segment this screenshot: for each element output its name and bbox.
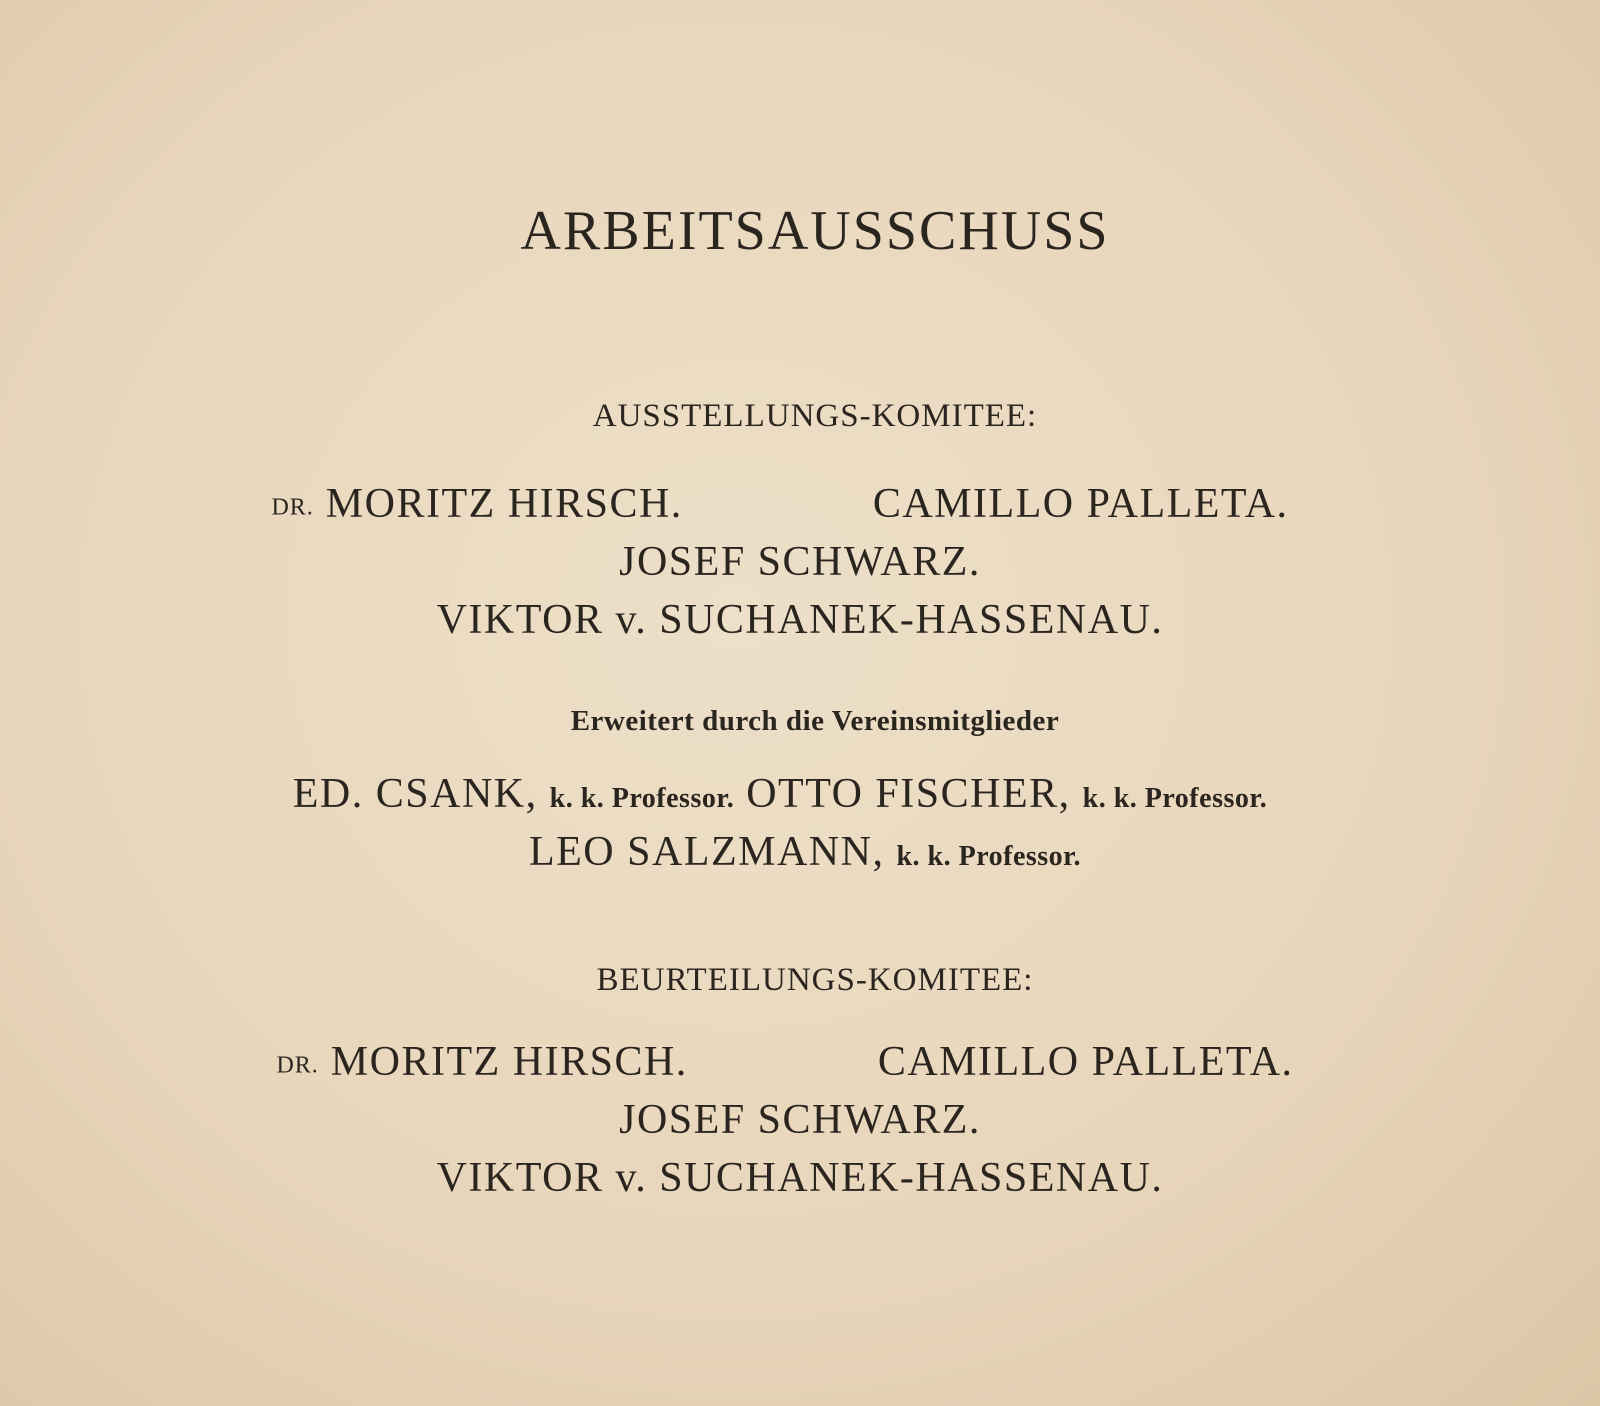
member-name: MORITZ HIRSCH. (330, 1039, 688, 1085)
beurteilung-names-row1 (0, 1038, 1585, 1086)
member-name: ED. CSANK, (292, 771, 538, 817)
beurteilung-heading: BEURTEILUNGS-KOMITEE: (596, 962, 1034, 998)
member-role: k. k. Professor. (896, 841, 1082, 872)
ausstellung-names-row1 (0, 480, 1580, 528)
members-row1 (0, 770, 1580, 818)
member-role: k. k. Professor. (549, 783, 735, 814)
ausstellung-heading: AUSSTELLUNGS-KOMITEE: (592, 398, 1038, 434)
member-name: LEO SALZMANN, (528, 829, 885, 875)
member-name: CAMILLO PALLETA. (872, 481, 1289, 527)
ausstellung-name-row2: JOSEF SCHWARZ. (619, 539, 981, 585)
member-name: CAMILLO PALLETA. (877, 1039, 1294, 1085)
title-prefix: DR. (276, 1052, 319, 1079)
beurteilung-name-row2: JOSEF SCHWARZ. (619, 1097, 981, 1143)
members-note: Erweitert durch die Vereinsmitglieder (570, 705, 1060, 737)
ausstellung-name-row3: VIKTOR v. SUCHANEK-HASSENAU. (436, 597, 1164, 643)
beurteilung-name-row3: VIKTOR v. SUCHANEK-HASSENAU. (436, 1155, 1164, 1201)
member-role: k. k. Professor. (1082, 783, 1268, 814)
members-row2 (5, 828, 1600, 876)
member-name: MORITZ HIRSCH. (325, 481, 683, 527)
title-prefix: DR. (271, 494, 314, 521)
page-title: ARBEITSAUSSCHUSS (520, 200, 1110, 262)
member-name: OTTO FISCHER, (746, 771, 1071, 817)
